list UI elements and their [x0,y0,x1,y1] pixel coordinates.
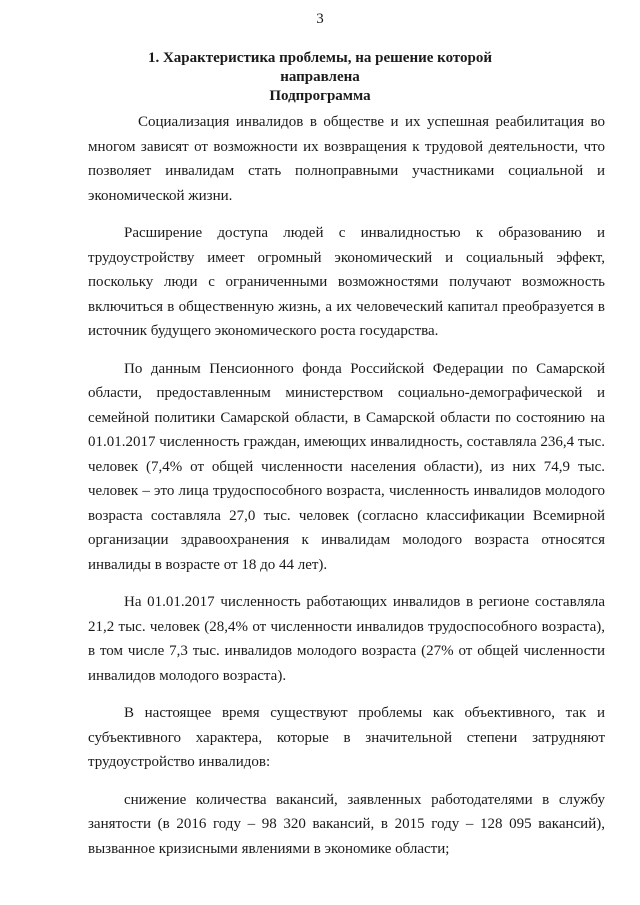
document-body [88,110,605,874]
paragraph-socialization: Социализация инвалидов в обществе и их успешная реабилитация во многом зависят от возможности их возвращения к трудовой деятельности, что позволяет инвалидам стать полноправными участниками социальной и экономической жизни. [88,114,605,204]
section-heading [110,49,530,106]
section-heading-line-2: Подпрограмма [269,88,371,104]
paragraph-pension-fund-data: По данным Пенсионного фонда Российской Федерации по Самарской области, предоставленным министерством социально-демографической и семейной политики Самарской области, в Самарской области по состоянию на 01.01.2017 численность граждан, имеющих инвалидность, составляла 236,4 тыс. человек (7,4% от общей численности населения области), из них 74,9 тыс. человек – это лица трудоспособного возраста, численность инвалидов молодого возраста составляла 27,0 тыс. человек (согласно классификации Всемирной организации здравоохранения к инвалидам молодого возраста относятся инвалиды в возрасте от 18 до 44 лет). [88,360,605,573]
paragraph-access-expansion: Расширение доступа людей с инвалидностью к образованию и трудоустройству имеет огромный экономический и социальный эффект, поскольку люди с ограниченными возможностями получают возможность включиться в общественную жизнь, а их человеческий капитал преобразуется в источник будущего экономического роста государства. [88,225,605,339]
paragraph-vacancy-decline: снижение количества вакансий, заявленных работодателями в службу занятости (в 2016 году – 98 320 вакансий, в 2015 году – 128 095 вакансий), вызванное кризисными явлениями в экономике области; [88,791,605,857]
section-heading-line-1: 1. Характеристика проблемы, на решение которой направлена [147,50,493,85]
page-number: 3 [316,11,324,27]
paragraph-employed-disabled: На 01.01.2017 численность работающих инвалидов в регионе составляла 21,2 тыс. человек (28,4% от численности инвалидов трудоспособного возраста), в том числе 7,3 тыс. инвалидов молодого возраста (27% от общей численности инвалидов молодого возраста). [88,594,605,684]
paragraph-current-problems: В настоящее время существуют проблемы как объективного, так и субъективного характера, которые в значительной степени затрудняют трудоустройство инвалидов: [88,705,605,770]
